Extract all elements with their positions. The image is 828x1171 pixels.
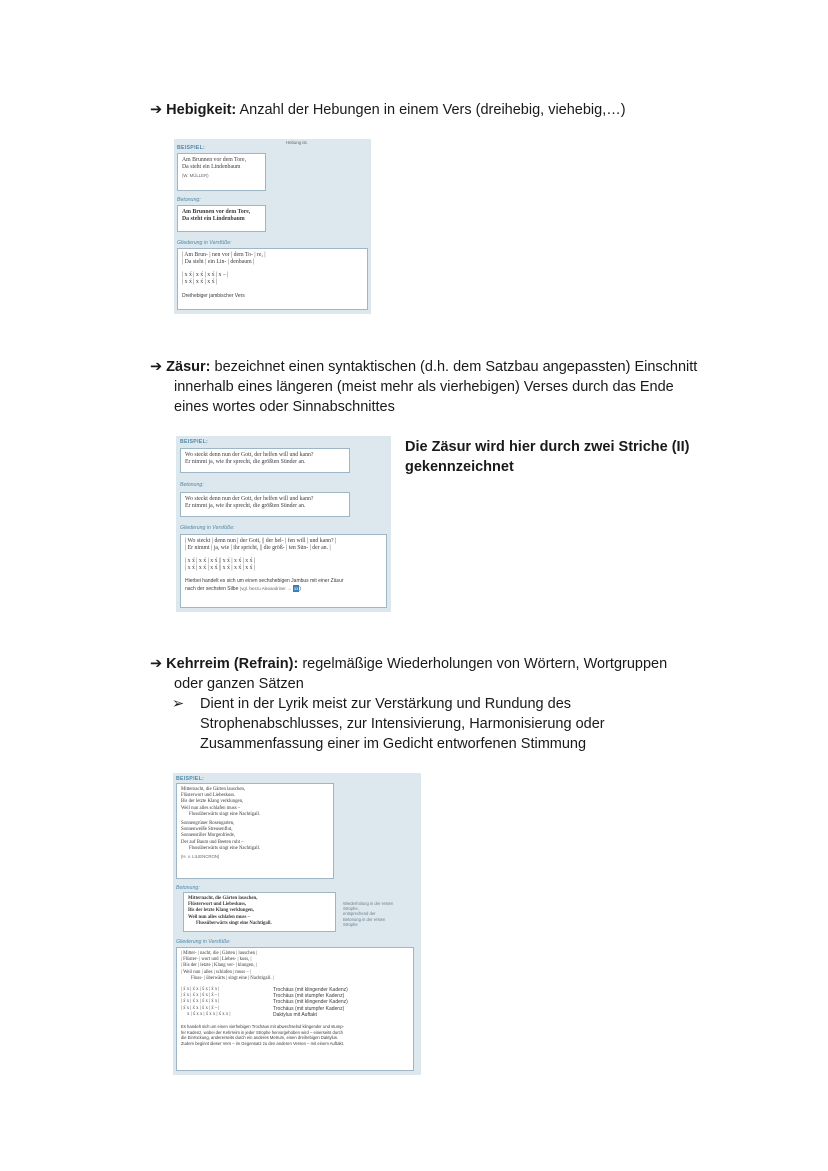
scan1-stress-box bbox=[177, 205, 266, 232]
scan1-meter-line: | x x́ | x x́ | x x́ | bbox=[182, 279, 218, 286]
zaesur-term: Zäsur: bbox=[166, 359, 211, 375]
scan3-meter-desc: Trochäus (mit klingender Kadenz) bbox=[273, 999, 348, 1006]
scan3-summary-line: Zudem beginnt dieser Vers – im Gegensatz zu den anderen Versen – mit einem Auftakt. bbox=[181, 1040, 344, 1046]
scan2-structure-line: | Er nimmt | ja, wie | ihr spricht, || die größ- | ten Sün- | der an. | bbox=[185, 545, 331, 552]
zaesur-text-line: innerhalb eines längeren (meist mehr als vierhebigen) Verses durch das Ende bbox=[174, 379, 674, 395]
scan3-stress-line: Weil nun alles schlafen muss – bbox=[188, 914, 250, 920]
hebigkeit-definition bbox=[150, 100, 750, 120]
zaesur-example-scan bbox=[176, 436, 391, 612]
scan1-structure-line: | Da steht | ein Lin- | denbaum | bbox=[182, 259, 255, 266]
scan1-structure-box bbox=[177, 248, 368, 310]
kehrreim-definition bbox=[150, 654, 750, 694]
scan3-label-example: BEISPIEL: bbox=[176, 776, 205, 782]
scan3-structure-line: | Bis der | letzte | Klang ver- | klungen, | bbox=[181, 963, 257, 969]
scan1-example-line: Da steht ein Lindenbaum bbox=[182, 164, 241, 171]
scan3-meter-line: | x́ x | x́ x | x́ x | x́ – | bbox=[181, 1005, 220, 1011]
scan2-label-example: BEISPIEL: bbox=[180, 439, 209, 445]
hebigkeit-example-scan bbox=[174, 139, 371, 314]
scan2-summary-ref: (vgl. hierzu Alexandriner → bbox=[239, 586, 292, 592]
scan1-meter-line: | x x́ | x x́ | x x́ | x – | bbox=[182, 271, 229, 278]
kehrreim-term: Kehrreim (Refrain): bbox=[166, 656, 299, 672]
scan3-summary-line: fer Kadenz, wobei der Kehrreim in jeder Strophe hervorgehoben wird – einerseits durch bbox=[181, 1029, 344, 1035]
scan2-stress-line: Wo steckt denn nun der Gott, der helfen will und kann? bbox=[185, 496, 314, 502]
scan3-meter-line: | x́ x | x́ x | x́ x | x́ – | bbox=[181, 993, 220, 999]
scan3-poem-line: Weil nun alles schlafen muss – bbox=[181, 805, 241, 811]
scan3-example-box bbox=[176, 783, 334, 879]
zaesur-note-line: Die Zäsur wird hier durch zwei Striche (II) bbox=[405, 439, 690, 455]
scan3-meter-desc: Trochäus (mit klingender Kadenz) bbox=[273, 987, 348, 994]
scan3-poem-line: Sonnenstiller Morgenfriede, bbox=[181, 833, 235, 839]
scan2-structure-line: | Wo steckt | denn nun | der Gott, || der hel- | fen will | und kann? | bbox=[185, 538, 337, 544]
bullet-arrow-icon: ➢ bbox=[172, 696, 185, 712]
scan3-structure-box bbox=[176, 947, 414, 1071]
scan2-meter-line: | x x́ | x x́ | x x́ || x x́ | x x́ | x x́ | bbox=[185, 557, 256, 564]
hebigkeit-text: Anzahl der Hebungen in einem Vers (dreihebig, viehebig,…) bbox=[236, 102, 626, 118]
hebigkeit-term: Hebigkeit: bbox=[166, 102, 237, 118]
scan3-side-note bbox=[343, 901, 393, 927]
scan3-stress-line: Bis der letzte Klang verklungen, bbox=[188, 908, 254, 914]
scan3-refrain-line: Flussüberwärts singt eine Nachtigall. bbox=[189, 845, 261, 851]
scan3-stress-box bbox=[183, 892, 336, 932]
scan1-stress-line: Am Brunnen vor dem Tore, bbox=[182, 209, 251, 215]
scan3-stress-line: Flussüberwärts singt eine Nachtigall. bbox=[196, 920, 272, 926]
scan2-summary: Hierbei handelt es sich um einen sechshebigen Jambus mit einer Zäsur bbox=[185, 577, 344, 584]
scan1-example-line: Am Brunnen vor dem Tore, bbox=[182, 157, 247, 163]
kehrreim-text-line: regelmäßige Wiederholungen von Wörtern, Wortgruppen bbox=[298, 656, 668, 672]
scan3-summary-line: die Einrückung, andererseits durch ein anderes Metrum, einen dreihebigen Daktylus. bbox=[181, 1035, 339, 1041]
kehrreim-example-scan bbox=[173, 773, 421, 1075]
scan3-poem-line: Der auf Baum und Beeten ruht – bbox=[181, 839, 244, 845]
scan3-label-structure: Gliederung in Versfüße: bbox=[176, 939, 231, 945]
scan1-top-fragment: Hebung ist. bbox=[286, 140, 308, 145]
scan3-meter-line: | x́ x | x́ x | x́ x | x́ x | bbox=[181, 987, 220, 993]
zaesur-note-line: gekennzeichnet bbox=[405, 459, 514, 475]
zaesur-note bbox=[405, 437, 745, 477]
kehrreim-sub-line: Zusammenfassung einer im Gedicht entworfenen Stimmung bbox=[200, 736, 587, 752]
scan2-meter-line: | x x́ | x x́ | x x́ || x x́ | x x́ | x x́ | bbox=[185, 565, 256, 572]
scan3-meter-line: | x́ x | x́ x | x́ x | x́ x | bbox=[181, 999, 220, 1005]
scan3-meter-table bbox=[181, 987, 409, 1018]
scan3-refrain-line: Flussüberwärts singt eine Nachtigall. bbox=[189, 811, 261, 817]
scan3-poem-line: Mitternacht, die Gärten lauschen, bbox=[181, 787, 246, 792]
scan2-example-line: Er nimmt ja, wie ihr sprecht, die größten Sünder an. bbox=[185, 459, 306, 466]
arrow-icon: ➔ bbox=[150, 656, 163, 672]
scan3-side-note-line: entsprechend der bbox=[343, 911, 376, 917]
zaesur-text-line: bezeichnet einen syntaktischen (d.h. dem Satzbau angepassten) Einschnitt bbox=[210, 359, 698, 375]
scan3-stress-line: Flüsterwort und Liebeskuss, bbox=[188, 902, 247, 908]
scan3-side-note-line: Strophe bbox=[343, 921, 358, 927]
scan2-summary-tag: 33 bbox=[293, 586, 299, 592]
scan3-meter-desc: Daktylus mit Auftakt bbox=[273, 1011, 317, 1018]
scan2-example-box bbox=[180, 448, 350, 473]
scan3-structure-line: | Weil nun | alles | schlafen | muss – | bbox=[181, 969, 251, 975]
scan3-side-note-line: Strophe, bbox=[343, 906, 359, 912]
scan1-structure-line: | Am Brun- | nen vor | dem To- | re, | bbox=[182, 252, 266, 258]
scan3-meter-line: x | x́ x x | x́ x x | x́ x x | bbox=[187, 1011, 231, 1017]
scan3-source: (H. v. LILIENCRON) bbox=[181, 854, 220, 860]
scan3-structure-line: Fluss- | überwärts | singt eine | Nachtigall. | bbox=[191, 975, 274, 981]
scan3-meter-desc: Trochäus (mit stumpfer Kadenz) bbox=[273, 993, 345, 1000]
scan1-label-stress: Betonung: bbox=[177, 197, 201, 203]
arrow-icon: ➔ bbox=[150, 359, 163, 375]
kehrreim-text-line: oder ganzen Sätzen bbox=[174, 676, 304, 692]
scan1-source: (W. MÜLLER) bbox=[182, 172, 209, 178]
scan2-stress-box bbox=[180, 492, 350, 517]
zaesur-definition bbox=[150, 357, 750, 417]
scan1-label-example: BEISPIEL: bbox=[177, 145, 206, 151]
scan2-label-stress: Betonung: bbox=[180, 482, 204, 488]
scan3-poem-line: Flüsterwort und Liebeskuss. bbox=[181, 793, 236, 799]
zaesur-text-line: eines wortes oder Sinnabschnittes bbox=[174, 399, 395, 415]
scan1-label-structure: Gliederung in Versfüße: bbox=[177, 240, 232, 246]
scan3-side-note-line: Betonung in der ersten bbox=[343, 916, 386, 922]
arrow-icon: ➔ bbox=[150, 102, 163, 118]
scan2-structure-box: | Wo steckt | denn nun | der Gott, || der hel- | fen will | und kann? | | Er nimmt | ja, wie | ihr spricht, || die größ- | ten Sün- | der an. | | x x́ | x x́ | x x́ || x x́ | x x́ | x x́ | | x x́ | x x́ | x x́ || x x́ | x x́ | x x́ | Hierbei handelt es sich um einen sechshebigen Jambus mit einer Zäsur nach der sechsten Silbe (vgl. hierzu Alexandriner → 33) bbox=[180, 534, 387, 608]
scan1-example-box bbox=[177, 153, 266, 191]
scan3-structure-line: | Mitter- | nacht, die | Gärten | lauschen | bbox=[181, 951, 258, 956]
scan1-summary: Dreihebiger jambischer Vers bbox=[182, 292, 245, 299]
scan1-stress-line: Da steht ein Lindenbaum bbox=[182, 216, 245, 223]
scan2-summary: nach der sechsten Silbe bbox=[185, 586, 239, 593]
scan3-stress-line: Mitternacht, die Gärten lauschen, bbox=[188, 896, 258, 901]
scan3-poem-line: Sonnengrüner Rosengarten, bbox=[181, 821, 235, 827]
kehrreim-sub-line: Dient in der Lyrik meist zur Verstärkung und Rundung des bbox=[200, 696, 572, 712]
scan3-meter-desc: Trochäus (mit stumpfer Kadenz) bbox=[273, 1005, 345, 1012]
scan2-example-line: Wo steckt denn nun der Gott, der helfen will und kann? bbox=[185, 452, 314, 458]
scan3-poem-line: Bis der letzte Klang verklungen, bbox=[181, 799, 244, 805]
scan3-side-note-line: Wiederholung in der ersten bbox=[343, 901, 394, 906]
scan3-label-stress: Betonung: bbox=[176, 885, 200, 891]
kehrreim-sub-bullet bbox=[172, 694, 736, 754]
kehrreim-sub-line: Strophenabschlusses, zur Intensivierung, Harmonisierung oder bbox=[200, 716, 605, 732]
scan2-stress-line: Er nimmt ja, wie ihr sprecht, die größten Sünder an. bbox=[185, 503, 306, 510]
scan3-structure-line: | Flüster- | wort und | Liebes- | kuss, | bbox=[181, 957, 252, 963]
scan3-summary-line: Es handelt sich um einen vierhebigen Trochäus mit abwechselnd klingender und stump- bbox=[181, 1024, 344, 1030]
scan3-summary bbox=[181, 1024, 409, 1046]
scan2-label-structure: Gliederung in Versfüße: bbox=[180, 525, 235, 531]
scan3-poem-line: Sonnenweiße Streusenflut, bbox=[181, 827, 233, 833]
